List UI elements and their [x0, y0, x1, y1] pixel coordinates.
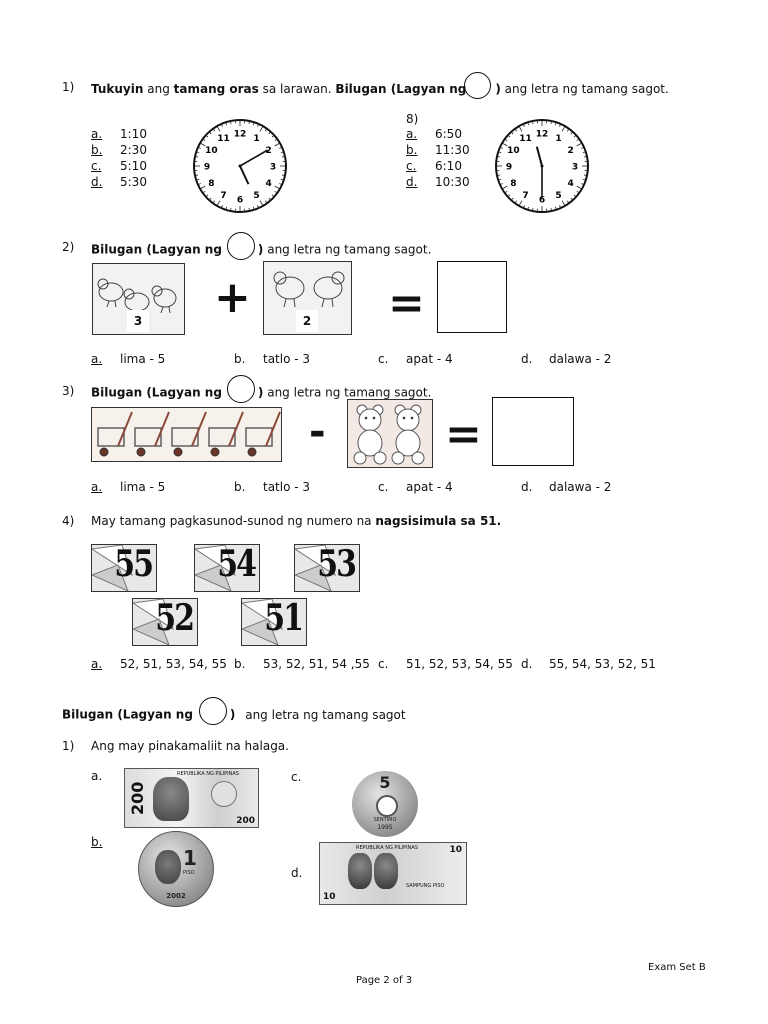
option-value: 10:30: [435, 175, 470, 189]
coin-5-value: 5: [379, 773, 391, 792]
option-letter[interactable]: c.: [406, 159, 417, 173]
q4-instruction: [91, 514, 501, 528]
number-tile: [294, 544, 360, 592]
chick-count-right: 2: [296, 310, 318, 332]
tile-number: 52: [155, 598, 193, 640]
wheelbarrows-image: [91, 407, 282, 462]
svg-text:10: 10: [507, 146, 520, 156]
q2-bold: Bilugan (Lagyan ng: [91, 242, 222, 257]
option-value: 6:50: [435, 127, 462, 141]
section2-rest: ang letra ng tamang sagot: [241, 707, 406, 722]
seal-icon: [211, 781, 237, 807]
coin-1-value: 1: [183, 846, 197, 870]
option-value: lima - 5: [120, 352, 166, 366]
equals-sign: =: [445, 409, 482, 460]
option-value: 6:10: [435, 159, 462, 173]
bill-200-value-side: 200: [128, 781, 147, 815]
teddy-bears-image: [347, 399, 433, 468]
bill-200-value: 200: [236, 816, 255, 826]
plus-sign: +: [214, 272, 251, 323]
option-c-letter[interactable]: c.: [291, 770, 302, 784]
q1-text-5: Bilugan (Lagyan ng: [335, 82, 467, 96]
portrait-left-icon: [348, 853, 372, 889]
svg-text:5: 5: [253, 191, 260, 202]
profile-icon: [155, 850, 181, 884]
q2-answer-box[interactable]: [437, 261, 507, 333]
svg-text:2: 2: [567, 146, 574, 156]
option-letter[interactable]: c.: [378, 480, 389, 494]
option-letter[interactable]: b.: [234, 352, 246, 366]
option-value: apat - 4: [406, 480, 453, 494]
option-letter[interactable]: a.: [91, 657, 103, 671]
svg-text:7: 7: [220, 191, 227, 202]
q4-number: 4): [62, 514, 75, 528]
wheelbarrow-drawing-icon: [92, 408, 281, 461]
q3-number: 3): [62, 384, 75, 398]
svg-text:4: 4: [567, 179, 574, 189]
option-letter[interactable]: c.: [91, 159, 102, 173]
option-value: lima - 5: [120, 480, 166, 494]
option-letter[interactable]: d.: [91, 175, 103, 189]
tile-number: 53: [317, 544, 355, 586]
option-value: apat - 4: [406, 352, 453, 366]
option-letter[interactable]: d.: [406, 175, 418, 189]
bill-10-value-top: 10: [449, 845, 462, 855]
q2-rest: ang letra ng tamang sagot.: [263, 242, 432, 257]
option-value: dalawa - 2: [549, 480, 612, 494]
clock-1-icon: [190, 116, 290, 216]
portrait-icon: [153, 777, 189, 821]
option-value: 2:30: [120, 143, 147, 157]
svg-text:9: 9: [203, 162, 211, 173]
q3-close: ): [257, 385, 264, 400]
number-tile: [241, 598, 307, 646]
number-tile: [194, 544, 260, 592]
option-value: 52, 51, 53, 54, 55: [120, 657, 227, 671]
bill-10-header: REPUBLIKA NG PILIPINAS: [356, 845, 418, 851]
svg-text:6: 6: [538, 195, 546, 206]
bill-200-image: [124, 768, 259, 828]
svg-text:10: 10: [205, 146, 218, 156]
minus-sign: -: [309, 409, 326, 455]
q2-number: 2): [62, 240, 75, 254]
q1-number: 1): [62, 80, 75, 94]
q1-text-3: tamang oras: [173, 82, 259, 96]
q1-text-4: sa larawan.: [258, 82, 336, 96]
svg-text:8: 8: [208, 179, 215, 189]
section2-instruction: [62, 705, 406, 725]
q2-instruction: [91, 240, 431, 260]
option-letter[interactable]: a.: [91, 480, 103, 494]
circle-answer-icon: [227, 232, 255, 260]
option-value: 51, 52, 53, 54, 55: [406, 657, 513, 671]
svg-text:1: 1: [555, 133, 562, 144]
svg-text:5: 5: [555, 191, 562, 202]
circle-answer-icon: [227, 375, 255, 403]
svg-text:12: 12: [535, 129, 549, 140]
option-value: 11:30: [435, 143, 470, 157]
bill-10-image: [319, 842, 467, 905]
number-tile: [91, 544, 157, 592]
q4-bold: nagsisimula sa 51.: [375, 514, 502, 528]
coin-5-year: 1995: [377, 824, 393, 831]
option-letter[interactable]: c.: [378, 352, 389, 366]
option-letter[interactable]: b.: [406, 143, 418, 157]
svg-text:2: 2: [265, 146, 272, 156]
option-a-letter[interactable]: a.: [91, 769, 103, 783]
bill-200-header: REPUBLIKA NG PILIPINAS: [177, 771, 239, 777]
exam-set-label: Exam Set B: [648, 962, 706, 973]
clock-2-icon: [492, 116, 592, 216]
chick-count-left: 3: [127, 310, 149, 332]
equals-sign: =: [388, 278, 425, 329]
option-letter[interactable]: a.: [91, 127, 103, 141]
coin-1-piso-image: [138, 831, 214, 907]
svg-text:1: 1: [253, 133, 260, 144]
option-letter[interactable]: b.: [234, 480, 246, 494]
option-letter[interactable]: b.: [91, 143, 103, 157]
option-value: 5:30: [120, 175, 147, 189]
coin-1-year: 2002: [166, 892, 186, 900]
q1-text-7: ang letra ng tamang sagot.: [500, 82, 669, 96]
number-tile: [132, 598, 198, 646]
page-number: Page 2 of 3: [356, 975, 413, 986]
option-value: tatlo - 3: [263, 480, 311, 494]
svg-text:9: 9: [505, 162, 513, 173]
option-letter[interactable]: b.: [234, 657, 246, 671]
coin-5-sentimo-image: [352, 771, 418, 837]
section2-close: ): [229, 707, 236, 722]
section2-bold: Bilugan (Lagyan ng: [62, 707, 193, 722]
option-value: 53, 52, 51, 54 ,55: [263, 657, 370, 671]
q1-text-2: ang: [143, 82, 174, 96]
option-letter[interactable]: d.: [521, 657, 533, 671]
option-d-letter[interactable]: d.: [291, 866, 303, 880]
option-letter[interactable]: a.: [406, 127, 418, 141]
q1-text-6: ): [495, 82, 501, 96]
s2-q1-number: 1): [62, 739, 75, 753]
coin-1-unit: PISO: [183, 870, 195, 876]
q4-text: May tamang pagkasunod-sunod ng numero na: [91, 514, 376, 528]
option-letter[interactable]: a.: [91, 352, 103, 366]
option-b-letter[interactable]: b.: [91, 835, 103, 849]
option-value: 55, 54, 53, 52, 51: [549, 657, 656, 671]
coin-hole-icon: [376, 795, 398, 817]
coin-5-unit: SENTIMO: [373, 817, 397, 823]
q2-close: ): [257, 242, 264, 257]
svg-text:12: 12: [233, 129, 247, 140]
chicks-two-image: [263, 261, 352, 335]
q3-bold: Bilugan (Lagyan ng: [91, 385, 222, 400]
q3-rest: ang letra ng tamang sagot.: [263, 385, 432, 400]
tile-number: 55: [114, 544, 152, 586]
bill-10-words: SAMPUNG PISO: [406, 883, 445, 889]
q1-instruction: [91, 80, 669, 99]
option-letter[interactable]: d.: [521, 480, 533, 494]
q8-number: 8): [406, 112, 419, 126]
option-value: 1:10: [120, 127, 147, 141]
bill-10-value-bottom: 10: [323, 892, 336, 902]
option-value: dalawa - 2: [549, 352, 612, 366]
q1-text-1: Tukuyin: [91, 82, 144, 96]
svg-text:3: 3: [269, 162, 277, 173]
svg-text:11: 11: [519, 133, 532, 144]
tile-number: 54: [217, 544, 255, 586]
svg-text:7: 7: [522, 191, 529, 202]
option-value: 5:10: [120, 159, 147, 173]
circle-answer-icon: [464, 72, 491, 99]
circle-answer-icon: [199, 697, 227, 725]
portrait-right-icon: [374, 853, 398, 889]
option-letter[interactable]: d.: [521, 352, 533, 366]
svg-text:4: 4: [265, 179, 272, 189]
svg-text:6: 6: [236, 195, 244, 206]
q3-answer-box[interactable]: [492, 397, 574, 466]
svg-text:8: 8: [510, 179, 517, 189]
option-value: tatlo - 3: [263, 352, 311, 366]
svg-text:11: 11: [217, 133, 230, 144]
svg-text:3: 3: [571, 162, 579, 173]
chicks-three-image: [92, 263, 185, 335]
teddy-bear-drawing-icon: [348, 400, 432, 467]
s2-q1-text: Ang may pinakamaliit na halaga.: [91, 739, 289, 753]
option-letter[interactable]: c.: [378, 657, 389, 671]
tile-number: 51: [264, 598, 302, 640]
